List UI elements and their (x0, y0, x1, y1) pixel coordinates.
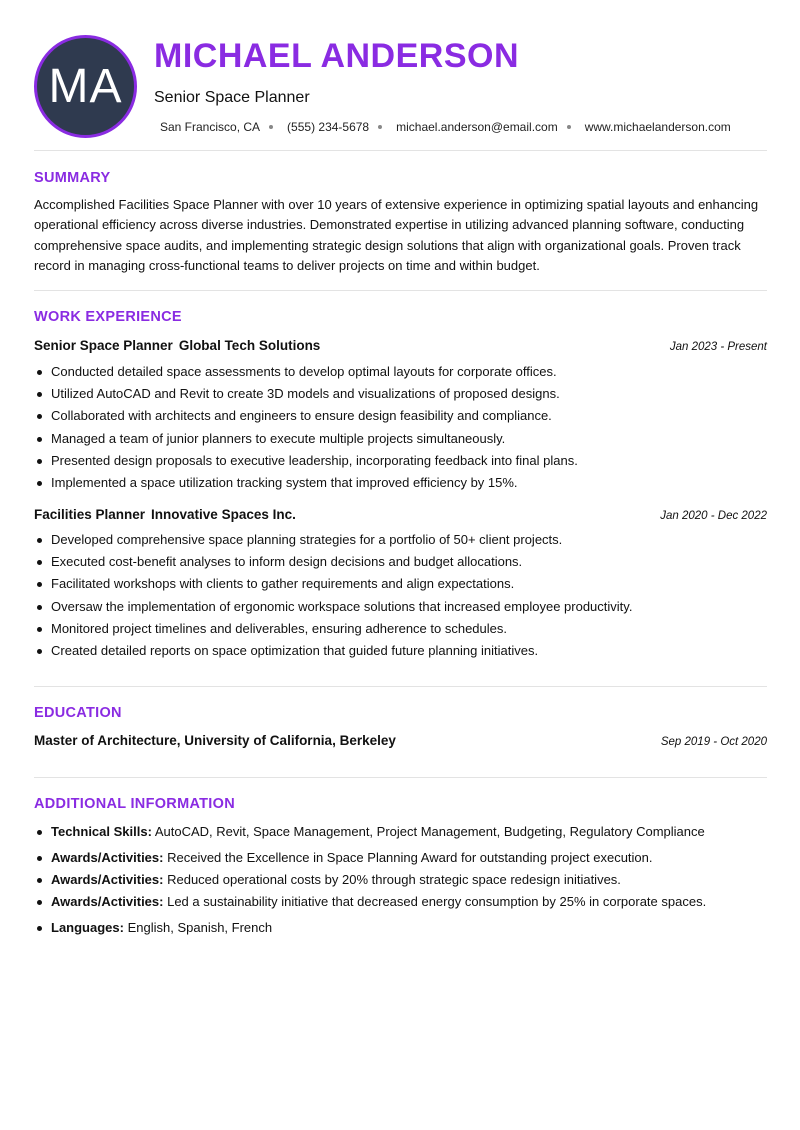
summary-heading: SUMMARY (34, 170, 111, 186)
contact-website[interactable]: www.michaelanderson.com (584, 120, 731, 134)
info-text: English, Spanish, French (127, 920, 273, 936)
education-entry (34, 733, 767, 748)
job-role-company (34, 507, 296, 522)
divider (34, 290, 767, 291)
info-label: Awards/Activities: (51, 894, 164, 910)
list-item: Presented design proposals to executive leadership, incorporating feedback into final plans. (34, 451, 774, 473)
divider (34, 777, 767, 778)
list-item (34, 870, 774, 892)
list-item (34, 918, 774, 940)
list-item: Managed a team of junior planners to execute multiple projects simultaneously. (34, 429, 774, 451)
job-header (34, 507, 767, 522)
education-degree: Master of Architecture, University of California, Berkeley (34, 733, 396, 748)
info-text: Led a sustainability initiative that decreased energy consumption by 25% in corporate spaces. (167, 894, 707, 910)
job-bullets (34, 530, 774, 663)
separator-dot (378, 125, 382, 129)
candidate-title: Senior Space Planner (154, 89, 310, 106)
info-text: Reduced operational costs by 20% through strategic space redesign initiatives. (167, 872, 621, 888)
list-item: Conducted detailed space assessments to develop optimal layouts for corporate offices. (34, 362, 774, 384)
list-item (34, 892, 774, 918)
separator-dot (567, 125, 571, 129)
info-label: Technical Skills: (51, 824, 152, 839)
list-item: Monitored project timelines and deliverables, ensuring adherence to schedules. (34, 619, 774, 641)
info-label: Awards/Activities: (51, 872, 164, 888)
job-company: Innovative Spaces Inc. (151, 507, 296, 522)
job-company: Global Tech Solutions (178, 338, 321, 353)
contact-email[interactable]: michael.anderson@email.com (396, 120, 558, 134)
job-dates: Jan 2020 - Dec 2022 (660, 510, 767, 522)
list-item (34, 848, 774, 870)
divider (34, 686, 767, 687)
job-bullets (34, 362, 774, 495)
info-label: Languages: (51, 920, 124, 936)
list-item: Developed comprehensive space planning strategies for a portfolio of 50+ client projects. (34, 530, 774, 552)
education-heading: EDUCATION (34, 705, 122, 721)
info-text: Received the Excellence in Space Planning Award for outstanding project execution. (167, 850, 653, 865)
info-text: AutoCAD, Revit, Space Management, Project Management, Budgeting, Regulatory Compliance (154, 824, 705, 839)
additional-info-heading: ADDITIONAL INFORMATION (34, 796, 235, 812)
info-label: Awards/Activities: (51, 850, 164, 865)
contact-phone: (555) 234-5678 (287, 120, 370, 134)
work-experience-heading: WORK EXPERIENCE (34, 309, 182, 325)
avatar-initials: MA (48, 60, 123, 113)
avatar (34, 35, 137, 138)
summary-text: Accomplished Facilities Space Planner with over 10 years of extensive experience in optimizing spatial layouts and enhancing operational efficiency across diverse industries. Demonstrated expertise in utilizing advanced planning software, conducting comprehensive space audits, and implementing strategic design solutions that align with organizational goals. Proven track record in managing cross-functional teams to deliver projects on time and within budget. (34, 197, 759, 273)
list-item: Collaborated with architects and engineers to ensure design feasibility and compliance. (34, 406, 774, 428)
education-dates: Sep 2019 - Oct 2020 (660, 736, 767, 748)
job-role-company (34, 338, 320, 353)
list-item: Implemented a space utilization tracking system that improved efficiency by 15%. (34, 473, 774, 495)
divider (34, 150, 767, 151)
list-item (34, 822, 774, 848)
contact-info (160, 120, 731, 134)
job-role: Facilities Planner (34, 507, 146, 522)
candidate-name: MICHAEL ANDERSON (154, 37, 520, 75)
list-item: Executed cost-benefit analyses to inform design decisions and budget allocations. (34, 552, 774, 574)
list-item: Created detailed reports on space optimization that guided future planning initiatives. (34, 641, 774, 663)
list-item: Utilized AutoCAD and Revit to create 3D models and visualizations of proposed designs. (34, 384, 774, 406)
job-header (34, 338, 767, 353)
list-item: Oversaw the implementation of ergonomic workspace solutions that increased employee productivity. (34, 597, 774, 619)
separator-dot (269, 125, 273, 129)
contact-location: San Francisco, CA (160, 120, 261, 134)
job-role: Senior Space Planner (34, 338, 173, 353)
job-dates: Jan 2023 - Present (669, 341, 767, 353)
additional-info-list (34, 822, 774, 941)
list-item: Facilitated workshops with clients to gather requirements and align expectations. (34, 574, 774, 596)
